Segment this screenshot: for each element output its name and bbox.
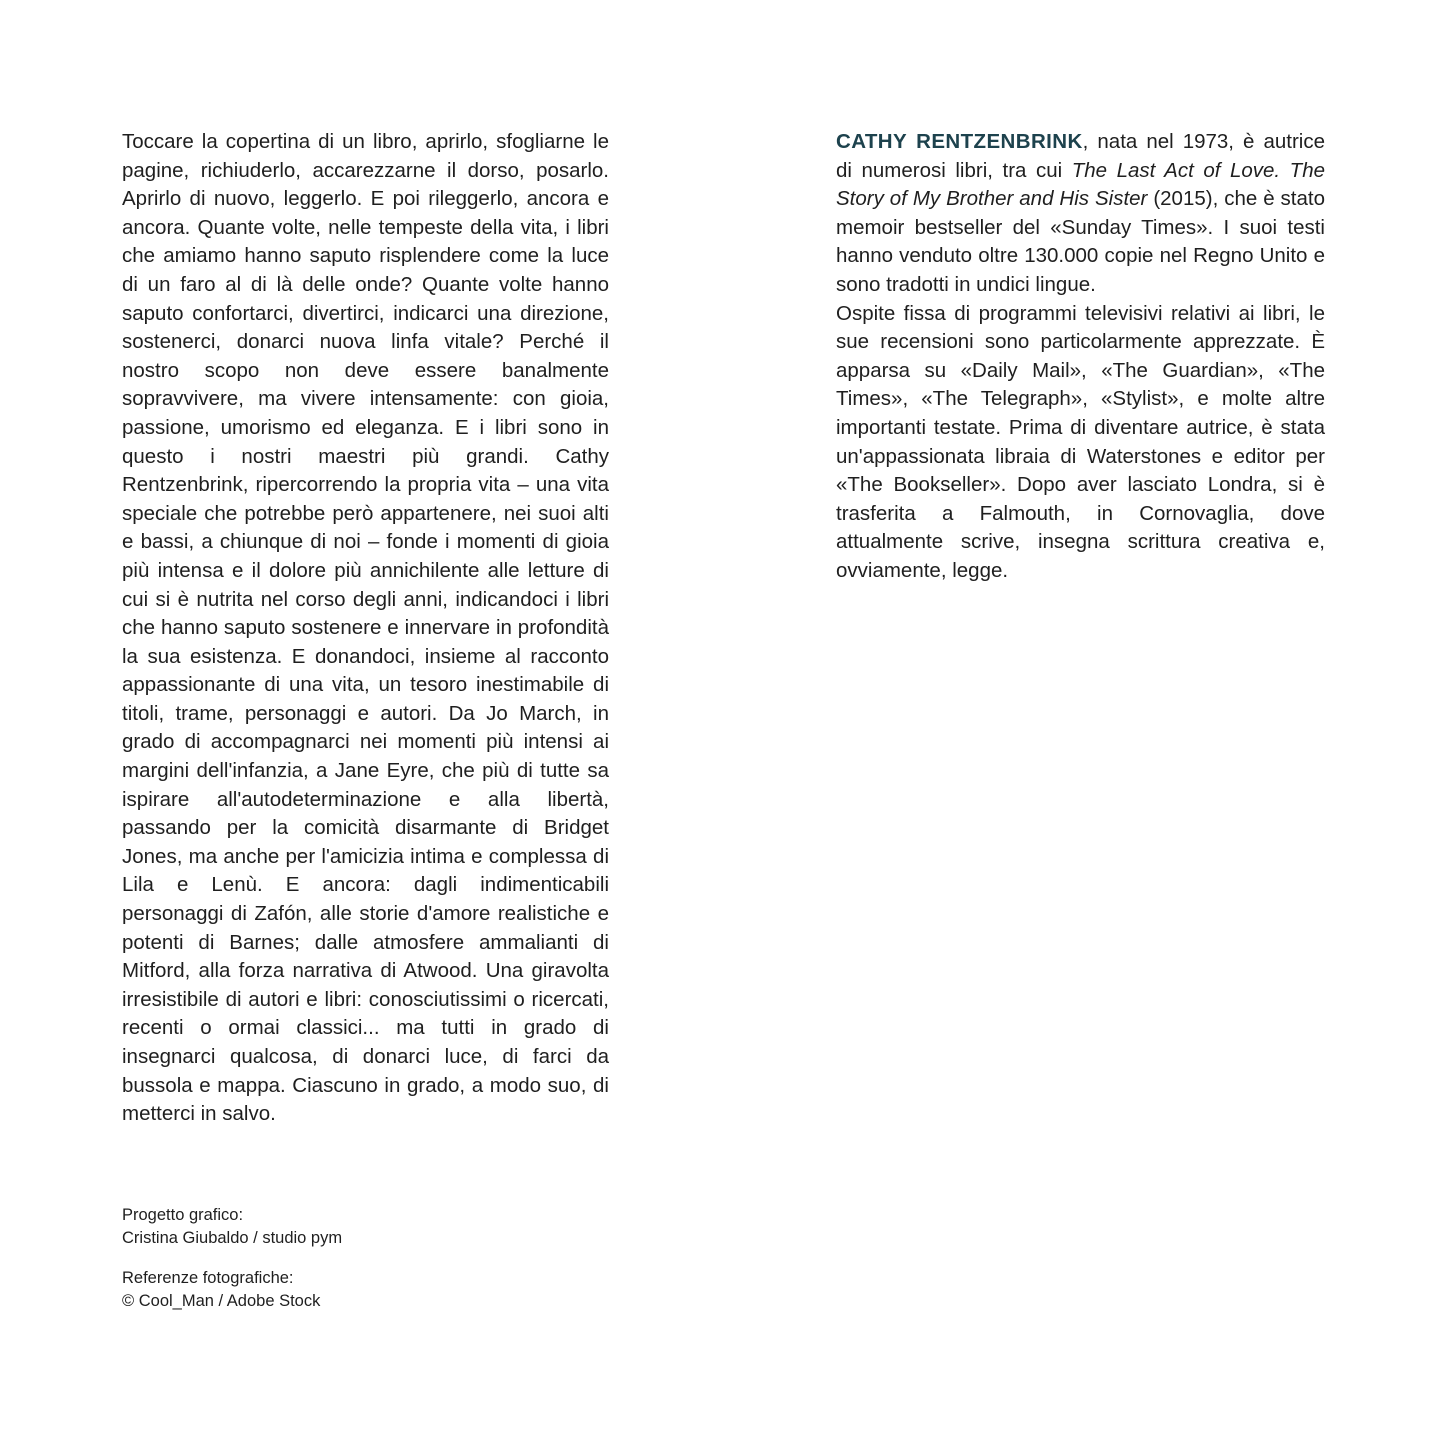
credit-design-label: Progetto grafico: [122, 1206, 244, 1224]
author-bio-paragraph-2: Ospite fissa di programmi televisivi relativi ai libri, le sue recensioni sono particolarmente apprezzate. È apparsa su «Daily Mail», «The Guardian», «The Times», «The Telegraph», «Stylist», e molte altre importanti testate. Prima di diventare autrice, è stata un'appassionata libraia di Waterstones e editor per «The Bookseller». Dopo aver lasciato Londra, si è trasferita a Falmouth, in Cornovaglia, dove attualmente scrive, insegna scrittura creativa e, ovviamente, legge. [836, 301, 1325, 582]
author-bio-paragraph-1 [836, 128, 1325, 300]
description-column [122, 128, 609, 1129]
book-title: The Last Act of Love. The Story of My Brother and His Sister [836, 158, 1326, 211]
author-name: CATHY RENTZENBRINK [836, 130, 1083, 153]
credit-photo-value: © Cool_Man / Adobe Stock [122, 1292, 321, 1310]
credit-photo-label: Referenze fotografiche: [122, 1269, 294, 1287]
author-bio-text-2: (2015), che è stato memoir bestseller del «Sunday Times». I suoi testi hanno venduto oltre 130.000 copie nel Regno Unito e sono tradotti in undici lingue. [836, 187, 1325, 296]
author-bio-column [836, 128, 1325, 586]
credit-design-value: Cristina Giubaldo / studio pym [122, 1229, 343, 1247]
book-description: Toccare la copertina di un libro, aprirlo, sfogliarne le pagine, richiuderlo, accarezzarne il dorso, posarlo. Aprirlo di nuovo, leggerlo. E poi rileggerlo, ancora e ancora. Quante volte, nelle tempeste della vita, i libri che amiamo hanno saputo risplendere come la luce di un faro al di là delle onde? Quante volte hanno saputo confortarci, divertirci, indicarci una direzione, sostenerci, donarci nuova linfa vitale? Perché il nostro scopo non deve essere banalmente sopravvivere, ma vivere intensamente: con gioia, passione, umorismo ed eleganza. E i libri sono in questo i nostri maestri più grandi. Cathy Rentzenbrink, ripercorrendo la propria vita – una vita speciale che potrebbe però appartenere, nei suoi alti e bassi, a chiunque di noi – fonde i momenti di gioia più intensa e il dolore più annichilente alle letture di cui si è nutrita nel corso degli anni, indicandoci i libri che hanno saputo sostenere e innervare in profondità la sua esistenza. E donandoci, insieme al racconto appassionante di una vita, un tesoro inestimabile di titoli, trame, personaggi e autori. Da Jo March, in grado di accompagnarci nei momenti più intensi ai margini dell'infanzia, a Jane Eyre, che più di tutte sa ispirare all'autodeterminazione e alla libertà, passando per la comicità disarmante di Bridget Jones, ma anche per l'amicizia intima e complessa di Lila e Lenù. E ancora: dagli indimenticabili personaggi di Zafón, alle storie d'amore realistiche e potenti di Barnes; dalle atmosfere ammalianti di Mitford, alla forza narrativa di Atwood. Una giravolta irresistibile di autori e libri: conosciutissimi o ricercati, recenti o ormai classici... ma tutti in grado di insegnarci qualcosa, di donarci luce, di farci da bussola e mappa. Ciascuno in grado, a modo suo, di metterci in salvo. [122, 130, 609, 1126]
author-bio-text-1: , nata nel 1973, è autrice di numerosi libri, tra cui [836, 130, 1325, 182]
credits-block [122, 1204, 342, 1313]
credit-photo [122, 1267, 342, 1313]
credit-design [122, 1204, 342, 1250]
